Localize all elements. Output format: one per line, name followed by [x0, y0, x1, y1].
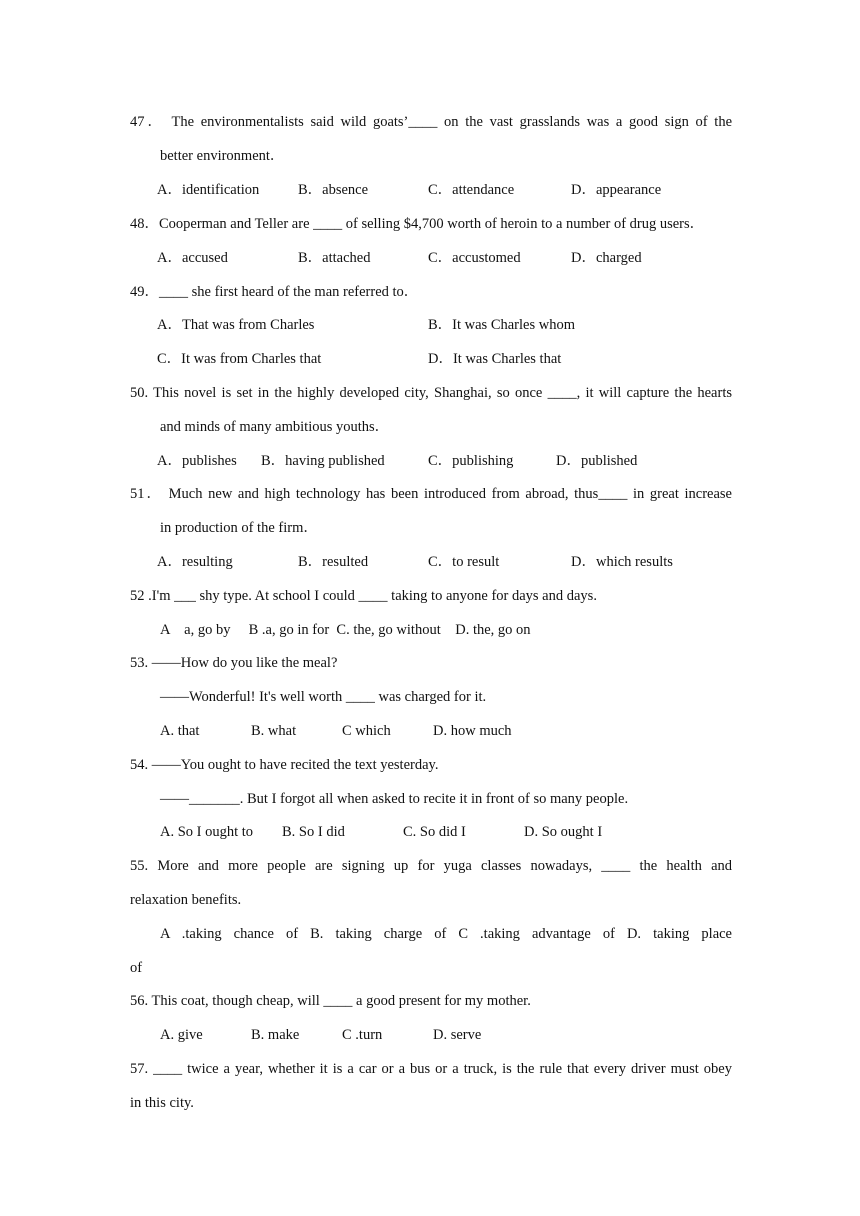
question-53-option-c: C which [342, 723, 391, 739]
question-54-stem-cont: ——_______. But I forgot all when asked to recite it in front of so many people. [160, 791, 629, 807]
question-51-option-b: B．resulted [298, 554, 369, 570]
question-53-option-d: D. how much [433, 723, 512, 739]
question-50-option-a: A．publishes [157, 453, 237, 469]
question-56-option-a: A. give [160, 1027, 203, 1043]
question-47-option-a: A．identification [157, 182, 260, 198]
question-47-stem-cont: better environment． [160, 148, 285, 164]
question-54-option-d: D. So ought I [524, 824, 603, 840]
question-51-stem-cont: in production of the firm． [160, 520, 318, 536]
question-53-option-a: A. that [160, 723, 200, 739]
question-55-stem: 55. More and more people are signing up for yuga classes nowadays, ____ the health and [130, 858, 732, 874]
question-48-stem: 48．Cooperman and Teller are ____ of selling $4,700 worth of heroin to a number of drug users． [130, 216, 705, 232]
question-56-stem: 56. This coat, though cheap, will ____ a good present for my mother. [130, 993, 531, 1009]
question-49-option-d: D．It was Charles that [428, 351, 562, 367]
question-52-options: A a, go by B .a, go in for C. the, go without D. the, go on [160, 622, 531, 638]
question-47-option-b: B．absence [298, 182, 369, 198]
question-56-option-c: C .turn [342, 1027, 383, 1043]
question-54-stem: 54. ——You ought to have recited the text yesterday. [130, 757, 439, 773]
question-51-option-a: A．resulting [157, 554, 233, 570]
question-54-option-a: A. So I ought to [160, 824, 254, 840]
question-52-stem: 52 .I'm ___ shy type. At school I could ____ taking to anyone for days and days. [130, 588, 597, 604]
question-51-stem: 51． Much new and high technology has been introduced from abroad, thus____ in great increase [130, 486, 732, 502]
question-47-option-d: D．appearance [571, 182, 662, 198]
question-55-stem-cont: relaxation benefits. [130, 892, 242, 908]
question-53-stem: 53. ——How do you like the meal? [130, 655, 338, 671]
question-51-option-c: C．to result [428, 554, 500, 570]
question-51-option-d: D．which results [571, 554, 673, 570]
question-54-option-b: B. So I did [282, 824, 345, 840]
question-57-stem-cont: in this city. [130, 1095, 194, 1111]
question-49-option-a: A．That was from Charles [157, 317, 315, 333]
question-49-option-c: C．It was from Charles that [157, 351, 322, 367]
question-53-option-b: B. what [251, 723, 297, 739]
question-57-stem: 57. ____ twice a year, whether it is a car or a bus or a truck, is the rule that every driver must obey [130, 1061, 732, 1077]
question-55-options-wrap: of [130, 960, 143, 976]
question-47-option-c: C．attendance [428, 182, 515, 198]
question-55-options: A .taking chance of B. taking charge of C .taking advantage of D. taking place [160, 926, 732, 942]
question-49-option-b: B．It was Charles whom [428, 317, 575, 333]
question-48-option-d: D．charged [571, 250, 642, 266]
question-53-stem-cont: ——Wonderful! It's well worth ____ was charged for it. [160, 689, 487, 705]
question-50-option-b: B．having published [261, 453, 385, 469]
question-50-option-c: C．publishing [428, 453, 514, 469]
question-50-stem: 50. This novel is set in the highly developed city, Shanghai, so once ____, it will capture the hearts [130, 385, 732, 401]
question-48-option-b: B．attached [298, 250, 371, 266]
question-50-option-d: D．published [556, 453, 638, 469]
question-47-stem: 47． The environmentalists said wild goats’____ on the vast grasslands was a good sign of the [130, 114, 732, 130]
question-49-stem: 49．____ she first heard of the man referred to． [130, 284, 419, 300]
question-48-option-a: A．accused [157, 250, 228, 266]
question-48-option-c: C．accustomed [428, 250, 521, 266]
question-54-option-c: C. So did I [403, 824, 466, 840]
question-56-option-d: D. serve [433, 1027, 482, 1043]
question-56-option-b: B. make [251, 1027, 300, 1043]
question-50-stem-cont: and minds of many ambitious youths． [160, 419, 390, 435]
